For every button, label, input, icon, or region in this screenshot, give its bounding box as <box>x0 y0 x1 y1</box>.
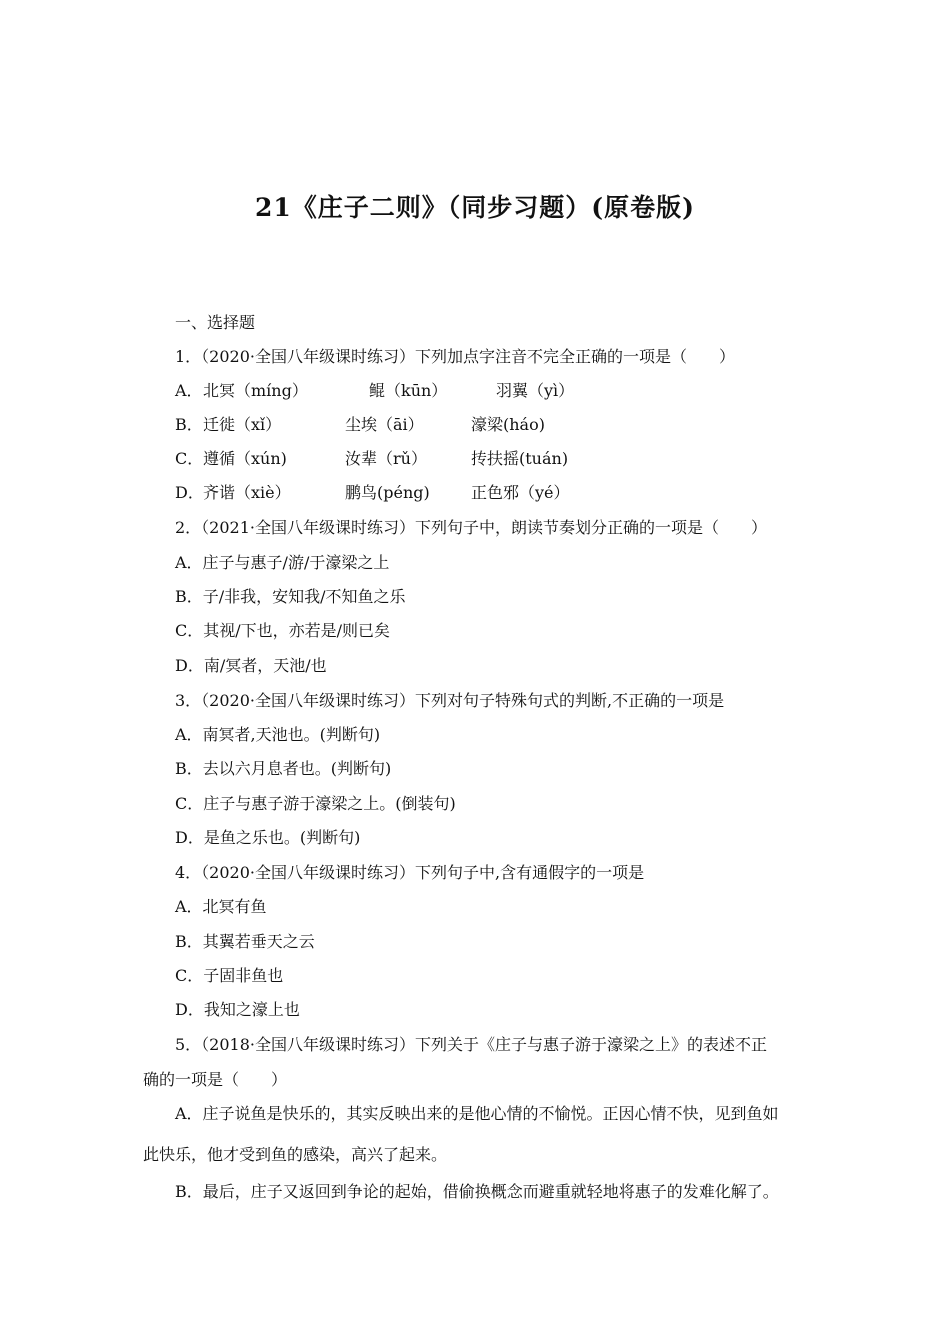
q4-option-b: B．其翼若垂天之云 <box>175 932 315 951</box>
option-item: 鲲（kūn） <box>369 381 448 400</box>
question-5-stem-cont: 确的一项是（ ） <box>143 1070 288 1089</box>
q3-option-a: A．南冥者,天池也。(判断句) <box>175 725 381 744</box>
option-letter: B． <box>175 415 203 434</box>
q4-option-a: A．北冥有鱼 <box>175 897 267 916</box>
question-3-stem: 3．（2020·全国八年级课时练习）下列对句子特殊句式的判断,不正确的一项是 <box>175 691 725 710</box>
option-item: 迁徙（xǐ） <box>203 415 282 434</box>
option-letter: C． <box>175 449 204 468</box>
q2-option-d: D．南/冥者，天池/也 <box>175 656 327 675</box>
option-item: 抟扶摇(tuán) <box>471 449 569 468</box>
q3-option-d: D．是鱼之乐也。(判断句) <box>175 828 361 847</box>
q4-option-c: C．子固非鱼也 <box>175 966 284 985</box>
option-item: 濠梁(háo) <box>471 415 545 434</box>
option-item: 正色邪（yé） <box>471 483 570 502</box>
option-item: 北冥（míng） <box>203 381 308 400</box>
question-2-stem: 2．（2021·全国八年级课时练习）下列句子中，朗读节奏划分正确的一项是（ ） <box>175 518 767 537</box>
q2-option-a: A．庄子与惠子/游/于濠梁之上 <box>175 553 390 572</box>
question-4-stem: 4．（2020·全国八年级课时练习）下列句子中,含有通假字的一项是 <box>175 863 645 882</box>
q5-option-a: A．庄子说鱼是快乐的，其实反映出来的是他心情的不愉悦。正因心情不快，见到鱼如 <box>175 1104 779 1123</box>
section-heading: 一、选择题 <box>175 313 256 332</box>
q3-option-c: C．庄子与惠子游于濠梁之上。(倒装句) <box>175 794 456 813</box>
option-item: 羽翼（yì） <box>496 381 575 400</box>
option-item: 尘埃（āi） <box>345 415 424 434</box>
question-1-stem: 1．（2020·全国八年级课时练习）下列加点字注音不完全正确的一项是（ ） <box>175 347 735 366</box>
option-letter: D． <box>175 483 204 502</box>
question-5-stem: 5．（2018·全国八年级课时练习）下列关于《庄子与惠子游于濠梁之上》的表述不正 <box>175 1035 767 1054</box>
option-letter: A． <box>175 381 203 400</box>
option-item: 鹏鸟(péng) <box>345 483 430 502</box>
option-item: 遵循（xún) <box>203 449 287 468</box>
q3-option-b: B．去以六月息者也。(判断句) <box>175 759 392 778</box>
option-item: 汝辈（rǔ） <box>345 449 427 468</box>
q2-option-c: C．其视/下也，亦若是/则已矣 <box>175 621 391 640</box>
q5-option-b: B．最后，庄子又返回到争论的起始，借偷换概念而避重就轻地将惠子的发难化解了。 <box>175 1182 779 1201</box>
page-title: 21《庄子二则》（同步习题）(原卷版) <box>255 193 695 222</box>
q5-option-a-cont: 此快乐，他才受到鱼的感染，高兴了起来。 <box>143 1145 448 1164</box>
q4-option-d: D．我知之濠上也 <box>175 1000 300 1019</box>
q2-option-b: B．子/非我，安知我/不知鱼之乐 <box>175 587 406 606</box>
option-item: 齐谐（xiè） <box>203 483 291 502</box>
